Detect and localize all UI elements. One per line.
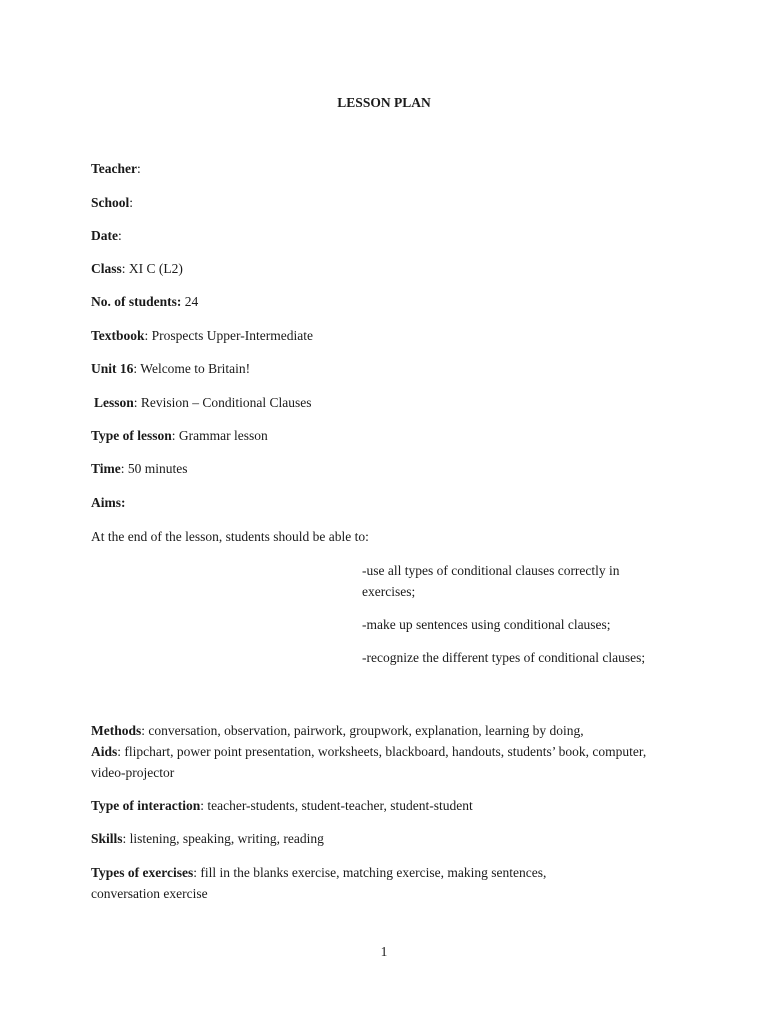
textbook-value: Prospects Upper-Intermediate	[148, 328, 313, 343]
aims-field	[91, 493, 126, 513]
time-label: Time	[91, 461, 121, 476]
lesson-label: Lesson	[94, 395, 134, 410]
class-value: XI C (L2)	[125, 261, 183, 276]
students-field	[91, 292, 198, 312]
lesson-field	[94, 393, 312, 413]
textbook-field	[91, 326, 313, 346]
methods-label: Methods	[91, 723, 142, 738]
aims-intro: At the end of the lesson, students should be able to:	[91, 529, 369, 544]
class-sep: :	[121, 261, 126, 276]
methods-value: : conversation, observation, pairwork, groupwork, explanation, learning by doing,	[141, 723, 584, 738]
aim-item: -make up sentences using conditional clauses;	[362, 617, 611, 632]
unit-label: Unit 16	[91, 361, 134, 376]
skills-value: : listening, speaking, writing, reading	[122, 831, 324, 846]
type-of-lesson-label: Type of lesson	[91, 428, 172, 443]
time-sep: :	[120, 461, 125, 476]
teacher-sep: :	[137, 161, 141, 176]
textbook-label: Textbook	[91, 328, 145, 343]
students-value: 24	[181, 294, 199, 309]
date-label: Date	[91, 228, 118, 243]
aim-item: -recognize the different types of conditional clauses;	[362, 650, 646, 665]
teacher-field	[91, 159, 141, 179]
aim-item: -use all types of conditional clauses correctly in exercises;	[362, 563, 620, 599]
textbook-sep: :	[144, 328, 149, 343]
unit-value: Welcome to Britain!	[137, 361, 251, 376]
type-of-lesson-sep: :	[171, 428, 176, 443]
aims-label: Aims:	[91, 495, 126, 510]
interaction-value: : teacher-students, student-teacher, student-student	[200, 798, 473, 813]
methods-paragraph	[91, 720, 671, 741]
class-field	[91, 259, 183, 279]
school-label: School	[91, 195, 130, 210]
time-value: 50 minutes	[124, 461, 188, 476]
class-label: Class	[91, 261, 122, 276]
aids-label: Aids	[91, 744, 118, 759]
teacher-label: Teacher	[91, 161, 137, 176]
interaction-paragraph	[91, 795, 651, 816]
students-label: No. of students:	[91, 294, 182, 309]
aids-value: : flipchart, power point presentation, worksheets, blackboard, handouts, students’ book, computer, video-projector	[91, 744, 647, 780]
page-number: 1	[380, 944, 388, 959]
interaction-label: Type of interaction	[91, 798, 201, 813]
aids-paragraph	[91, 741, 651, 783]
type-of-lesson-field	[91, 426, 268, 446]
skills-paragraph	[91, 828, 651, 849]
exercises-label: Types of exercises	[91, 865, 194, 880]
date-sep: :	[118, 228, 122, 243]
unit-sep: :	[133, 361, 138, 376]
exercises-paragraph	[91, 862, 611, 904]
skills-label: Skills	[91, 831, 123, 846]
lesson-sep: :	[133, 395, 138, 410]
school-sep: :	[129, 195, 134, 210]
exercises-value: : fill in the blanks exercise, matching exercise, making sentences, conversation exercise	[91, 865, 547, 901]
time-field	[91, 459, 188, 479]
date-field	[91, 226, 122, 246]
school-field	[91, 193, 133, 213]
unit-field	[91, 359, 250, 379]
lesson-value: Revision – Conditional Clauses	[137, 395, 312, 410]
type-of-lesson-value: Grammar lesson	[175, 428, 268, 443]
page-title: LESSON PLAN	[337, 95, 431, 110]
